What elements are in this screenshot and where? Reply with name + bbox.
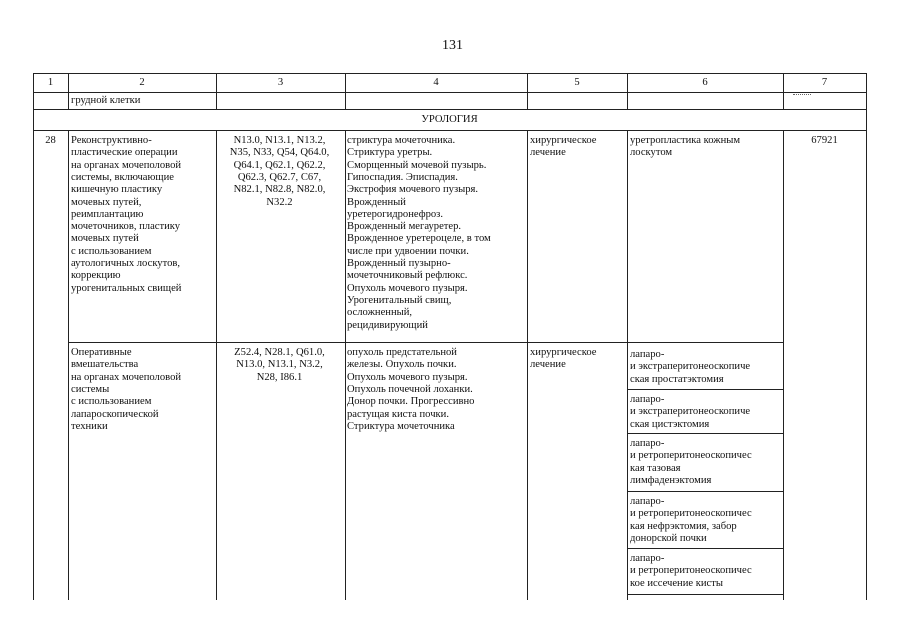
page-number: 131 xyxy=(442,38,463,53)
column-header: 4 xyxy=(433,77,439,88)
method-text: донорской почки xyxy=(630,532,707,544)
rule-method-separator xyxy=(627,433,783,434)
intervention-text: с использованием xyxy=(71,245,152,257)
icd-codes: N13.0, N13.1, N13.2, xyxy=(233,135,326,146)
rule-col xyxy=(627,73,628,109)
rule-col xyxy=(68,73,69,109)
diagnosis-text: Стриктура уретры. xyxy=(347,147,433,159)
method-text: кая нефрэктомия, забор xyxy=(630,520,737,532)
rule-col xyxy=(627,130,628,600)
method-text: ская простатэктомия xyxy=(630,373,724,385)
diagnosis-text: Экстрофия мочевого пузыря. xyxy=(347,184,479,196)
method-text: лоскутом xyxy=(630,147,673,159)
intervention-text: вмешательства xyxy=(71,359,139,371)
diagnosis-text: Опухоль мочевого пузыря. xyxy=(347,371,468,383)
diagnosis-text: Гипоспадия. Эписпадия. xyxy=(347,171,458,183)
rule-header-bottom xyxy=(33,92,866,93)
treatment-type: хирургическое xyxy=(530,135,597,146)
diagnosis-text: Урогенитальный свищ, xyxy=(347,294,452,306)
method-text: уретропластика кожным xyxy=(630,135,741,146)
intervention-text: мочеточников, пластику xyxy=(71,221,181,233)
method-text: лапаро- xyxy=(630,394,665,405)
intervention-text: Оперативные xyxy=(71,347,132,358)
icd-codes: N13.0, N13.1, N3.2, xyxy=(236,359,323,371)
diagnosis-text: Опухоль почечной лоханки. xyxy=(347,383,473,395)
intervention-text: на органах мочеполовой xyxy=(71,159,182,171)
diagnosis-text: осложненный, xyxy=(347,307,413,319)
diagnosis-text: опухоль предстательной xyxy=(347,347,457,358)
icd-codes: N35, N33, Q54, Q64.0, xyxy=(229,147,330,159)
intervention-text: системы, включающие xyxy=(71,171,174,183)
rule-col xyxy=(68,130,69,600)
diagnosis-text: Врожденный мегауретер. xyxy=(347,221,462,233)
rule-col xyxy=(216,73,217,109)
method-text: и ретроперитонеоскопичес xyxy=(630,508,752,520)
diagnosis-text: растущая киста почки. xyxy=(347,408,449,420)
rule-col xyxy=(783,73,784,109)
method-text: кая тазовая xyxy=(630,462,681,474)
diagnosis-text: Врожденное уретероцеле, в том xyxy=(347,233,491,245)
diagnosis-text: Сморщенный мочевой пузырь. xyxy=(347,159,487,171)
method-text: и экстраперитонеоскопиче xyxy=(630,406,751,418)
intervention-text: с использованием xyxy=(71,396,152,408)
diagnosis-text: Донор почки. Прогрессивно xyxy=(347,396,475,408)
diagnosis-text: числе при удвоении почки. xyxy=(347,245,469,257)
diagnosis-text: рецидивирующий xyxy=(347,319,428,331)
rule-method-separator xyxy=(627,491,783,492)
rule-section-bottom xyxy=(33,130,866,131)
method-text: лапаро- xyxy=(630,496,665,507)
intervention-text: мочевых путей, xyxy=(71,196,142,208)
intervention-text: коррекцию xyxy=(71,270,121,282)
treatment-type: лечение xyxy=(530,147,566,159)
column-header: 1 xyxy=(47,77,54,88)
icd-codes: Q64.1, Q62.1, Q62.2, xyxy=(233,159,326,171)
rule-col xyxy=(527,130,528,600)
method-text: лимфаденэктомия xyxy=(630,474,712,486)
cost-value: 67921 xyxy=(811,135,838,146)
intervention-text: лапароскопической xyxy=(71,408,159,420)
diagnosis-text: Стриктура мочеточника xyxy=(347,420,455,432)
icd-codes: N32.2 xyxy=(266,196,293,208)
intervention-text: реимплантацию xyxy=(71,208,144,220)
rule-method-separator xyxy=(627,548,783,549)
diagnosis-text: стриктура мочеточника. xyxy=(347,135,456,146)
diagnosis-text: Врожденный xyxy=(347,196,406,208)
column-header: 5 xyxy=(574,77,580,88)
rule-col xyxy=(783,130,784,600)
intervention-text: техники xyxy=(71,420,108,432)
rule-method-bottom xyxy=(627,594,783,595)
icd-codes: Z52.4, N28.1, Q61.0, xyxy=(234,347,325,358)
intervention-text: на органах мочеполовой xyxy=(71,371,182,383)
diagnosis-text: мочеточниковый рефлюкс. xyxy=(347,270,468,282)
row-number: 28 xyxy=(45,135,56,146)
rule-method-separator xyxy=(627,389,783,390)
treatment-type: хирургическое xyxy=(530,347,597,358)
section-title: УРОЛОГИЯ xyxy=(421,114,478,125)
diagnosis-text: Врожденный пузырно- xyxy=(347,258,451,269)
method-text: и ретроперитонеоскопичес xyxy=(630,565,752,577)
column-header: 3 xyxy=(277,77,284,88)
intervention-text: Реконструктивно- xyxy=(71,135,152,146)
rule-continuation-bottom xyxy=(33,109,866,110)
intervention-text: аутологичных лоскутов, xyxy=(71,258,181,269)
method-text: кое иссечение кисты xyxy=(630,577,724,589)
diagnosis-text: Опухоль мочевого пузыря. xyxy=(347,282,468,294)
intervention-text: мочевых путей xyxy=(71,233,139,245)
continuation-text: грудной клетки xyxy=(71,95,141,106)
method-text: и экстраперитонеоскопиче xyxy=(630,361,751,373)
intervention-text: пластические операции xyxy=(71,147,178,159)
rule-right xyxy=(866,73,867,600)
intervention-text: кишечную пластику xyxy=(71,184,163,196)
icd-codes: Q62.3, Q62.7, C67, xyxy=(237,171,322,183)
column-header: 6 xyxy=(702,77,708,88)
method-text: лапаро- xyxy=(630,438,665,449)
diagnosis-text: железы. Опухоль почки. xyxy=(347,359,457,371)
rule-top xyxy=(33,73,866,74)
method-text: лапаро- xyxy=(630,553,665,564)
column-header: 7 xyxy=(821,77,828,88)
rule-col xyxy=(216,130,217,600)
treatment-type: лечение xyxy=(530,359,566,371)
rule-row28-bottom xyxy=(68,342,783,343)
diagnosis-text: уретерогидронефроз. xyxy=(347,208,444,220)
method-text: лапаро- xyxy=(630,349,665,360)
icd-codes: N82.1, N82.8, N82.0, xyxy=(233,184,326,196)
rule-col xyxy=(527,73,528,109)
rule-left xyxy=(33,73,34,600)
column-header: 2 xyxy=(139,77,145,88)
icd-codes: N28, I86.1 xyxy=(256,371,303,383)
rule-col xyxy=(345,130,346,600)
dotted-mark xyxy=(793,94,811,95)
rule-col xyxy=(345,73,346,109)
intervention-text: системы xyxy=(71,383,110,395)
method-text: и ретроперитонеоскопичес xyxy=(630,450,752,462)
intervention-text: урогенитальных свищей xyxy=(71,282,182,294)
method-text: ская цистэктомия xyxy=(630,418,710,430)
